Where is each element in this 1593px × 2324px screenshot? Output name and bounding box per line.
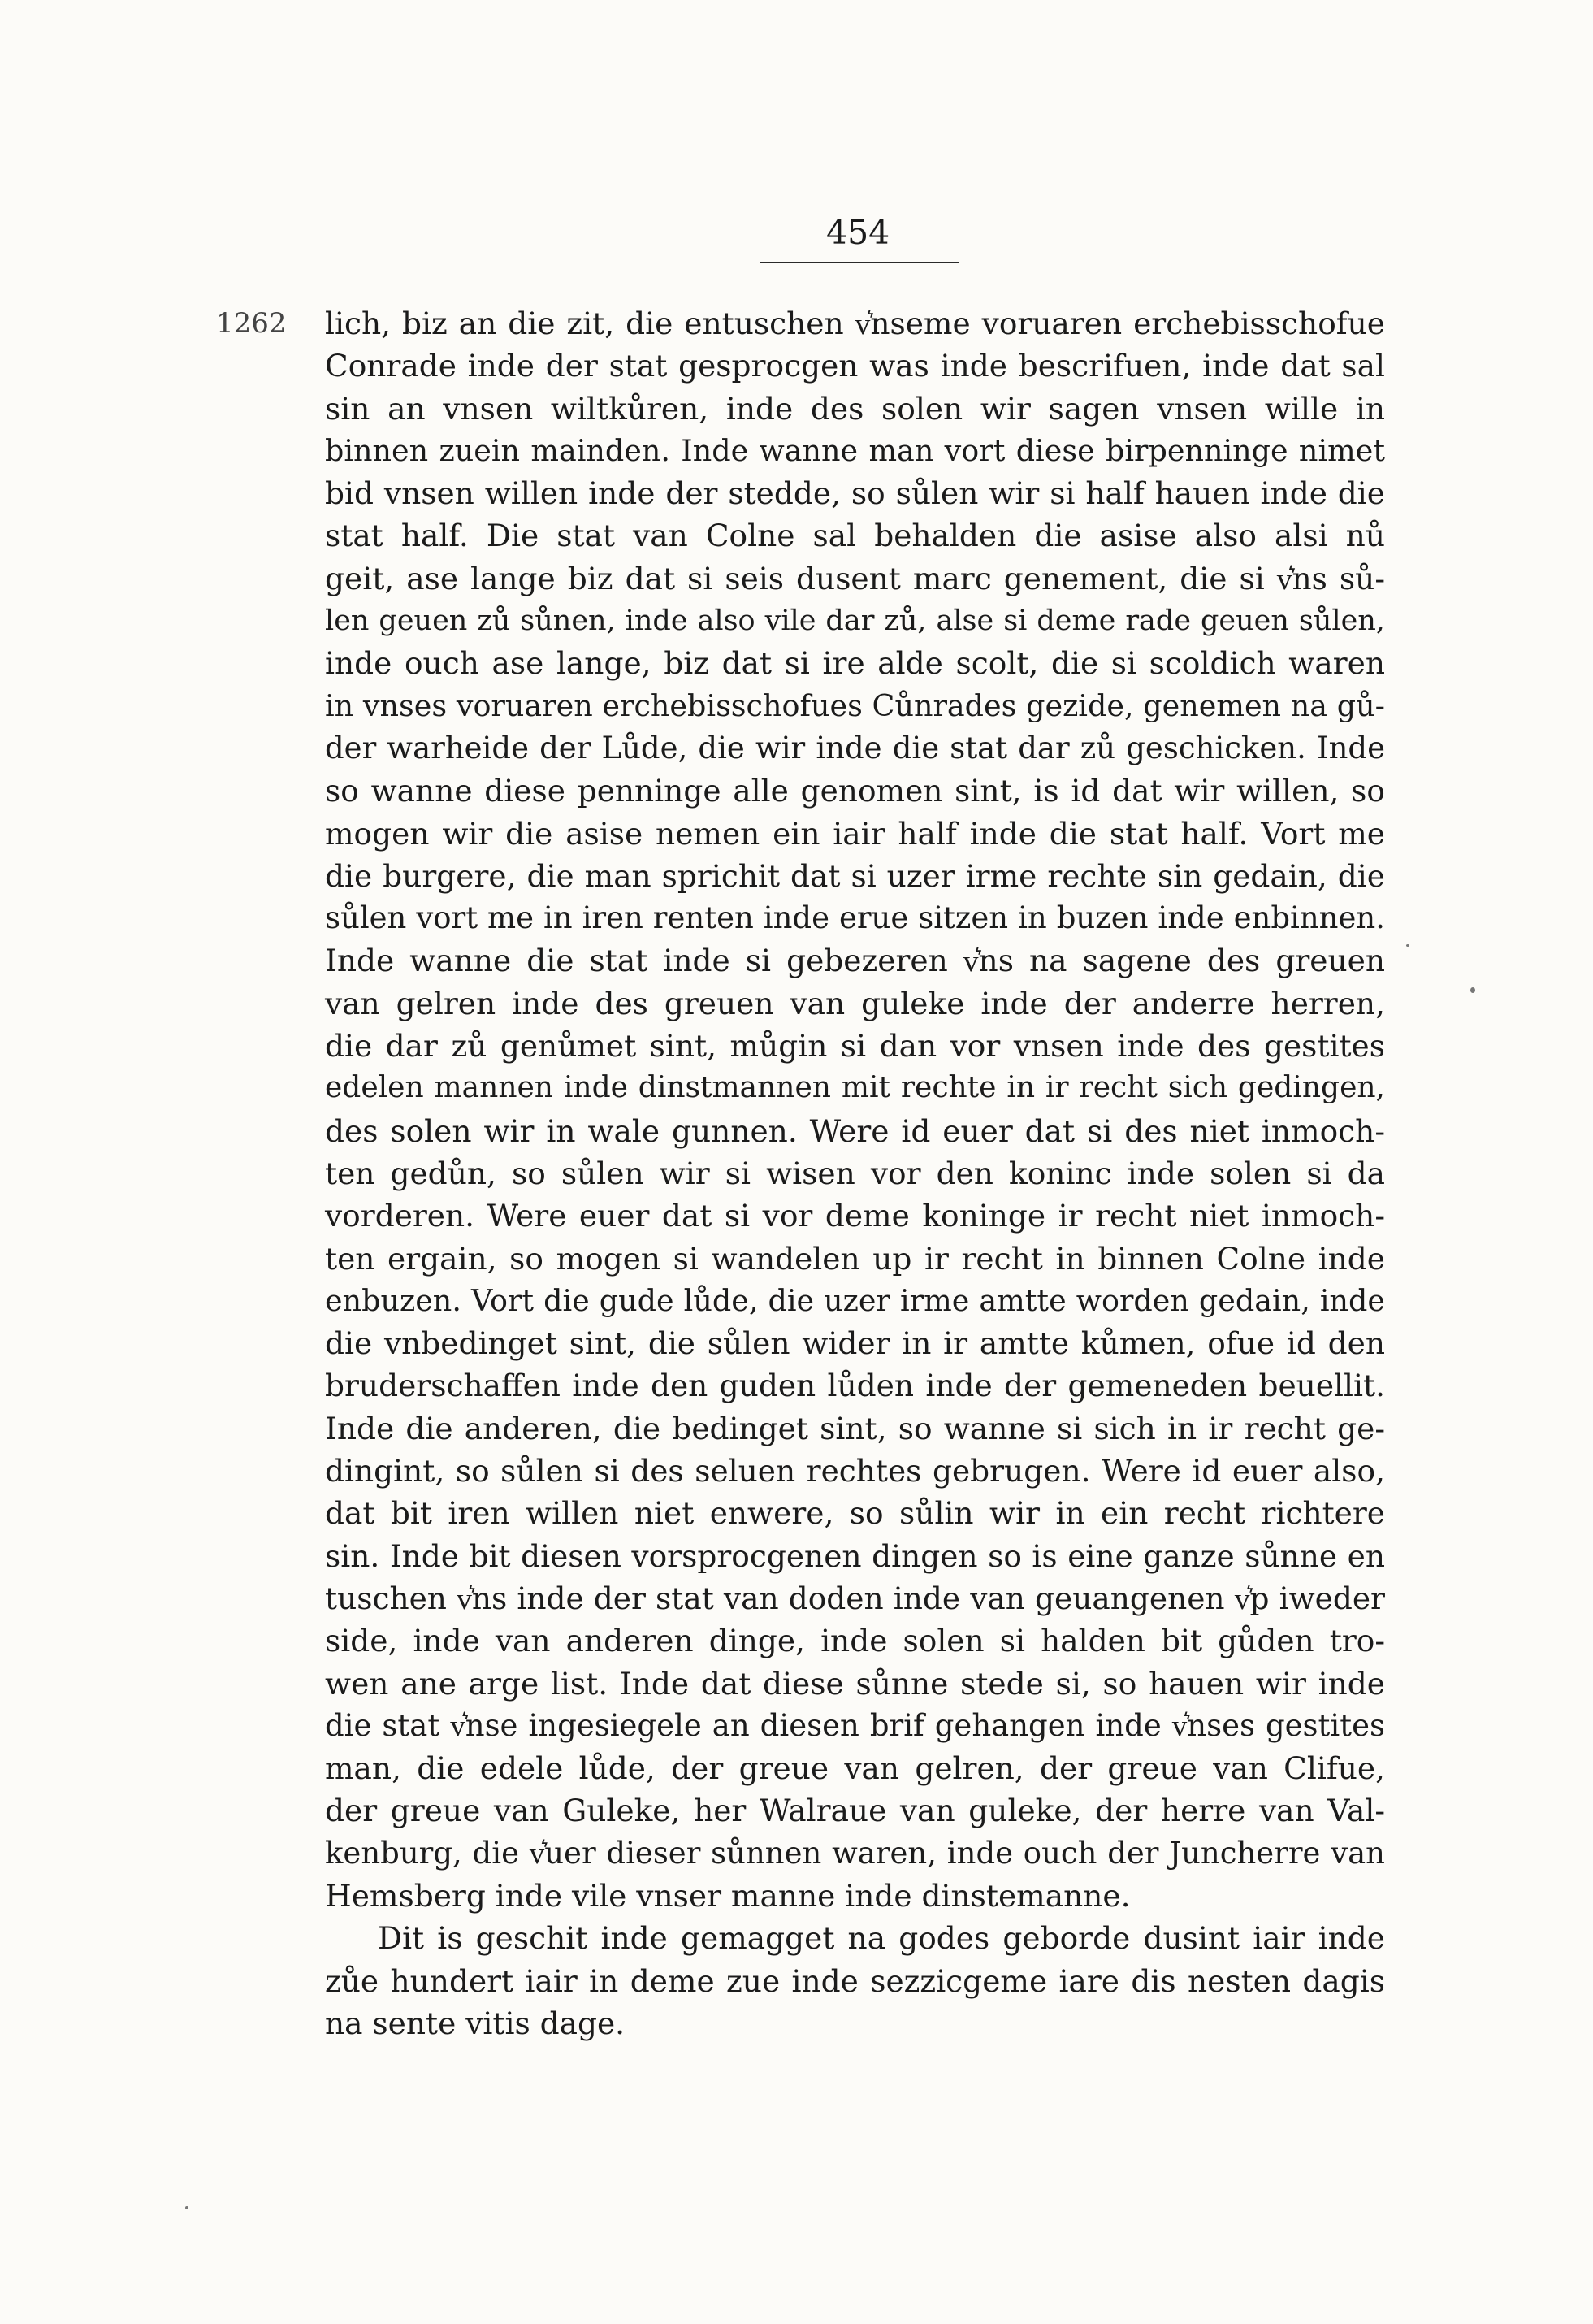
text-line: bid vnsen willen inde der stedde, so sůlen wir si half hauen inde die [325,475,1385,512]
text-line: ten ergain, so mogen si wandelen up ir recht in binnen Colne inde [325,1240,1385,1277]
text-line: inde ouch ase lange, biz dat si ire alde scolt, die si scoldich waren [325,645,1385,682]
text-line: der warheide der Lůde, die wir inde die stat dar zů geschicken. Inde [325,730,1385,765]
text-line: die burgere, die man sprichit dat si uzer irme rechte sin gedain, die [325,857,1385,894]
text-line: geit, ase lange biz dat si seis dusent marc genement, die si v͛ns sů- [325,560,1385,596]
page-number-rule [760,262,959,263]
text-line: die stat v͛nse ingesiegele an diesen brif gehangen inde v͛nses gestites [325,1707,1385,1743]
text-line: edelen mannen inde dinstmannen mit rechte in ir recht sich gedingen, [325,1071,1385,1105]
text-line: zůe hundert iair in deme zue inde sezzicgeme iare dis nesten dagis [325,1962,1385,1999]
text-line: bruderschaffen inde den guden lůden inde der gemeneden beuellit. [325,1368,1385,1404]
text-line: lich, biz an die zit, die entuschen v͛nseme voruaren erchebisschofue [325,306,1385,341]
text-line: van gelren inde des greuen van guleke inde der anderre herren, [325,985,1385,1021]
charter-text [325,302,1385,2044]
text-line: vorderen. Were euer dat si vor deme koninge ir recht niet inmoch- [325,1198,1385,1234]
text-line: na sente vitis dage. [325,2005,626,2041]
margin-year-note: 1262 [216,307,287,340]
text-line: die dar zů genůmet sint, můgin si dan vor vnsen inde des gestites [325,1028,1385,1064]
text-line: so wanne diese penninge alle genomen sint, is id dat wir willen, so [325,773,1385,809]
text-line: stat half. Die stat van Colne sal behalden die asise also alsi nů [325,518,1385,554]
scan-speck [185,2206,188,2209]
text-line: enbuzen. Vort die gude lůde, die uzer irme amtte worden gedain, inde [325,1282,1385,1318]
text-line: ten gedůn, so sůlen wir si wisen vor den koninc inde solen si da [325,1155,1385,1191]
text-line: in vnses voruaren erchebisschofues Cůnrades gezide, genemen na gů- [325,687,1385,723]
text-line: sin an vnsen wiltkůren, inde des solen wir sagen vnsen wille in [325,390,1385,427]
text-line: sin. Inde bit diesen vorsprocgenen dingen so is eine ganze sůnne en [325,1537,1385,1574]
text-line: Hemsberg inde vile vnser manne inde dinstemanne. [325,1877,1131,1914]
page-number: 454 [826,213,890,252]
text-line: kenburg, die v͛uer dieser sůnnen waren, inde ouch der Juncherre van [325,1835,1385,1871]
text-line: des solen wir in wale gunnen. Were id euer dat si des niet inmoch- [325,1112,1385,1149]
text-line: wen ane arge list. Inde dat diese sůnne stede si, so hauen wir inde [325,1665,1385,1702]
scan-speck [1406,944,1409,947]
text-line: Dit is geschit inde gemagget na godes geborde dusint iair inde [378,1920,1385,1957]
text-line: Inde die anderen, die bedinget sint, so wanne si sich in ir recht ge- [325,1410,1385,1446]
text-line: tuschen v͛ns inde der stat van doden inde van geuangenen v͛p iweder [325,1580,1385,1616]
text-line: len geuen zů sůnen, inde also vile dar zů, alse si deme rade geuen sůlen, [325,605,1385,638]
text-line: Inde wanne die stat inde si gebezeren v͛ns na sagene des greuen [325,943,1385,979]
text-line: side, inde van anderen dinge, inde solen si halden bit gůden tro- [325,1623,1385,1659]
text-line: der greue van Guleke, her Walraue van guleke, der herre van Val- [325,1793,1385,1829]
text-line: dingint, so sůlen si des seluen rechtes gebrugen. Were id euer also, [325,1453,1385,1489]
text-line: Conrade inde der stat gesprocgen was inde bescrifuen, inde dat sal [325,348,1385,384]
text-line: die vnbedinget sint, die sůlen wider in ir amtte kůmen, ofue id den [325,1325,1385,1362]
text-line: mogen wir die asise nemen ein iair half inde die stat half. Vort me [325,815,1385,852]
text-line: man, die edele lůde, der greue van gelren, der greue van Clifue, [325,1750,1385,1787]
text-line: sůlen vort me in iren renten inde erue sitzen in buzen inde enbinnen. [325,900,1385,936]
scan-speck [1470,987,1475,993]
text-line: binnen zuein mainden. Inde wanne man vort diese birpenninge nimet [325,432,1385,468]
text-line: dat bit iren willen niet enwere, so sůlin wir in ein recht richtere [325,1495,1385,1532]
